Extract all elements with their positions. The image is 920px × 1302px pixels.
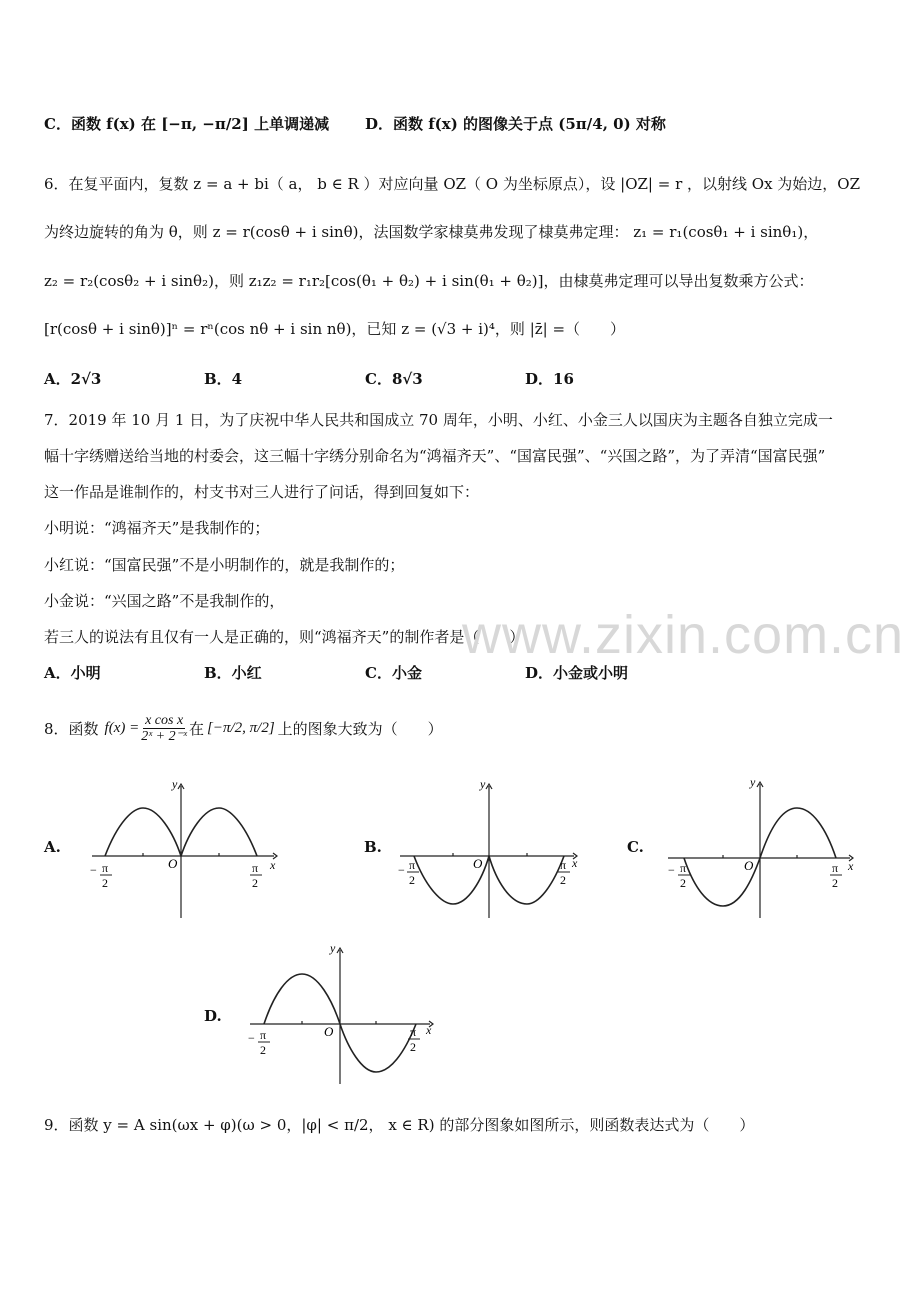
- graph-b-origin: O: [473, 856, 483, 871]
- graph-d-neg-pi: π: [260, 1028, 267, 1042]
- q6-line-4: [r(cosθ + i sinθ)]ⁿ = rⁿ(cos nθ + i sin nθ)，已知 z = (√3 + i)⁴，则 |z̄| =（ ）: [44, 320, 626, 338]
- graph-b-neg-two: 2: [409, 873, 415, 887]
- graph-b-pos-two: 2: [560, 873, 566, 887]
- q6-option-d: D．16: [525, 370, 574, 388]
- q7-line-2: 幅十字绣赠送给当地的村委会，这三幅十字绣分别命名为“鸿福齐天”、“国富民强”、“兴国之路”，为了弄清“国富民强”: [44, 447, 826, 465]
- graph-label-a: A.: [44, 838, 61, 856]
- q9-line: 9．函数 y = A sin(ωx + φ)(ω > 0，|φ| < π/2， x ∈ R) 的部分图象如图所示，则函数表达式为（ ）: [44, 1116, 755, 1134]
- q7-line-7: 若三人的说法有且仅有一人是正确的，则“鸿福齐天”的制作者是（ ）: [44, 628, 525, 646]
- q7-option-c: C．小金: [365, 664, 422, 682]
- q5-option-c: C．函数 f(x) 在 [−π, −π/2] 上单调递减: [44, 115, 330, 133]
- graph-a-origin: O: [168, 856, 178, 871]
- q6-line-3: z₂ = r₂(cosθ₂ + i sinθ₂)，则 z₁z₂ = r₁r₂[cos(θ₁ + θ₂) + i sin(θ₁ + θ₂)]，由棣莫弗定理可以导出复数乘方公式：: [44, 272, 814, 290]
- q8-fraction: [141, 713, 187, 744]
- graph-d-x-label: x: [426, 1023, 432, 1037]
- q8-mid: 在: [188, 719, 204, 738]
- graph-d-minus: −: [248, 1031, 255, 1045]
- q6-option-a: A．2√3: [44, 370, 102, 388]
- graph-c-pos-two: 2: [832, 876, 838, 890]
- graph-label-c: C.: [627, 838, 644, 856]
- q6-option-c: C．8√3: [365, 370, 423, 388]
- graph-d: [244, 940, 444, 1088]
- graph-c-origin: O: [744, 858, 754, 873]
- watermark: www.zixin.com.cn: [462, 605, 905, 665]
- graph-c: [664, 772, 860, 922]
- q6-line-1: 6．在复平面内，复数 z = a + bi（ a， b ∈ R ）对应向量 OZ（ O 为坐标原点），设 |OZ| = r ，以射线 Ox 为始边，OZ: [44, 175, 861, 193]
- graph-c-y-label: y: [750, 775, 756, 789]
- q8-interval: [−π/2, π/2]: [207, 719, 275, 736]
- q7-line-4: 小明说：“鸿福齐天”是我制作的；: [44, 519, 270, 537]
- graph-c-minus: −: [668, 863, 675, 877]
- q6-option-b: B．4: [204, 370, 243, 388]
- graph-c-pos-pi: π: [832, 861, 839, 875]
- graph-a-pos-two: 2: [252, 876, 258, 890]
- graph-a-minus: −: [90, 863, 97, 877]
- q8-denominator: 2ˣ + 2⁻ˣ: [141, 728, 187, 744]
- q8-numerator: x cos x: [145, 712, 184, 728]
- q7-option-b: B．小红: [204, 664, 262, 682]
- graph-label-d: D.: [204, 1007, 222, 1025]
- graph-a: [88, 772, 288, 922]
- graph-d-y-label: y: [330, 941, 336, 955]
- graph-a-neg-two: 2: [102, 876, 108, 890]
- q7-line-1: 7．2019 年 10 月 1 日，为了庆祝中华人民共和国成立 70 周年，小明、小红、小金三人以国庆为主题各自独立完成一: [44, 411, 833, 429]
- graph-a-x-label: x: [270, 858, 276, 872]
- q7-line-3: 这一作品是谁制作的，村支书对三人进行了问话，得到回复如下：: [44, 483, 480, 501]
- q8-stem: [44, 708, 443, 748]
- graph-d-pos-two: 2: [410, 1040, 416, 1054]
- graph-c-neg-pi: π: [680, 861, 687, 875]
- q8-fx: f(x) =: [104, 719, 140, 736]
- graph-b-y-label: y: [480, 777, 486, 791]
- graph-d-origin: O: [324, 1024, 334, 1039]
- graph-c-neg-two: 2: [680, 876, 686, 890]
- graph-d-pos-pi: π: [410, 1025, 417, 1039]
- graph-b-x-label: x: [572, 856, 578, 870]
- graph-a-neg-pi: π: [102, 861, 109, 875]
- graph-b: [398, 772, 588, 922]
- q6-line-2: 为终边旋转的角为 θ，则 z = r(cosθ + i sinθ)，法国数学家棣莫弗发现了棣莫弗定理： z₁ = r₁(cosθ₁ + i sinθ₁)，: [44, 223, 819, 241]
- q7-option-d: D．小金或小明: [525, 664, 629, 682]
- graph-b-minus: −: [398, 863, 405, 877]
- q8-prefix: 8．函数: [44, 719, 99, 738]
- graph-a-pos-pi: π: [252, 861, 259, 875]
- graph-b-pos-pi: π: [560, 858, 567, 872]
- q7-line-6: 小金说：“兴国之路”不是我制作的，: [44, 592, 285, 610]
- graph-c-x-label: x: [848, 859, 854, 873]
- q7-line-5: 小红说：“国富民强”不是小明制作的，就是我制作的；: [44, 556, 405, 574]
- q7-option-a: A．小明: [44, 664, 101, 682]
- graph-b-neg-pi: π: [409, 858, 416, 872]
- graph-a-y-label: y: [172, 777, 178, 791]
- graph-d-neg-two: 2: [260, 1043, 266, 1057]
- q5-option-d: D．函数 f(x) 的图像关于点 (5π/4, 0) 对称: [365, 115, 666, 133]
- graph-label-b: B.: [364, 838, 382, 856]
- q8-suffix: 上的图象大致为（ ）: [277, 719, 443, 738]
